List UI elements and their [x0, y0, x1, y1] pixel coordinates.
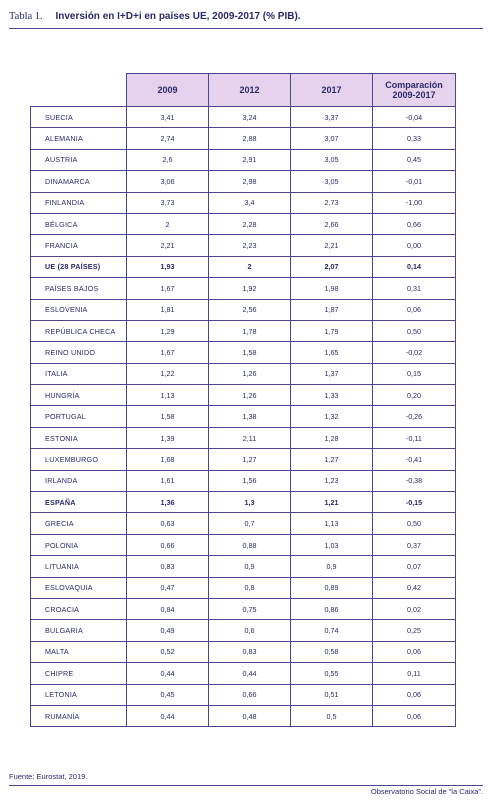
- table-row: [31, 684, 456, 705]
- table-row: [31, 235, 456, 256]
- cell-country: SUECIA: [31, 107, 127, 128]
- cell-2009: 0,66: [127, 534, 209, 555]
- column-header-2012: 2012: [209, 74, 291, 107]
- cell-2009: 0,83: [127, 556, 209, 577]
- cell-comparison: 0,33: [373, 128, 456, 149]
- table-row: [31, 620, 456, 641]
- cell-country: LETONIA: [31, 684, 127, 705]
- cell-2012: 1,27: [209, 449, 291, 470]
- cell-2009: 1,13: [127, 385, 209, 406]
- table-row: [31, 406, 456, 427]
- cell-country: ESPAÑA: [31, 492, 127, 513]
- cell-comparison: 0,11: [373, 663, 456, 684]
- cell-country: AUSTRIA: [31, 149, 127, 170]
- table-row: [31, 278, 456, 299]
- cell-2009: 0,45: [127, 684, 209, 705]
- table-label: Tabla 1.: [9, 11, 43, 22]
- cell-country: REPÚBLICA CHECA: [31, 320, 127, 341]
- table-row: [31, 427, 456, 448]
- cell-comparison: -0,02: [373, 342, 456, 363]
- cell-comparison: 0,02: [373, 598, 456, 619]
- cell-2009: 2,21: [127, 235, 209, 256]
- cell-comparison: 0,25: [373, 620, 456, 641]
- cell-2017: 3,05: [291, 171, 373, 192]
- cell-2009: 3,41: [127, 107, 209, 128]
- cell-comparison: -0,41: [373, 449, 456, 470]
- cell-2012: 0,75: [209, 598, 291, 619]
- cell-comparison: 0,06: [373, 684, 456, 705]
- cell-2017: 1,23: [291, 470, 373, 491]
- table-row: [31, 556, 456, 577]
- cell-2009: 1,67: [127, 278, 209, 299]
- cell-2012: 0,7: [209, 513, 291, 534]
- cell-2017: 3,07: [291, 128, 373, 149]
- cell-2017: 0,89: [291, 577, 373, 598]
- cell-2009: 1,93: [127, 256, 209, 277]
- table-row: [31, 385, 456, 406]
- cell-country: FINLANDIA: [31, 192, 127, 213]
- cell-country: ESTONIA: [31, 427, 127, 448]
- column-header-blank: [31, 74, 127, 107]
- table-body: [31, 107, 456, 727]
- top-divider: [9, 28, 483, 29]
- cell-2009: 1,36: [127, 492, 209, 513]
- cell-comparison: -0,15: [373, 492, 456, 513]
- cell-2012: 0,44: [209, 663, 291, 684]
- table-row: [31, 577, 456, 598]
- cell-country: IRLANDA: [31, 470, 127, 491]
- table-row: [31, 449, 456, 470]
- cell-comparison: 0,37: [373, 534, 456, 555]
- table-row: [31, 213, 456, 234]
- cell-2017: 0,58: [291, 641, 373, 662]
- cell-2009: 2,74: [127, 128, 209, 149]
- cell-2017: 1,03: [291, 534, 373, 555]
- cell-2012: 2,28: [209, 213, 291, 234]
- cell-2017: 2,21: [291, 235, 373, 256]
- bottom-divider: [9, 785, 483, 786]
- table-row: [31, 107, 456, 128]
- table-row: [31, 192, 456, 213]
- publisher-credit: Observatorio Social de “la Caixa”.: [370, 787, 483, 796]
- cell-2012: 1,56: [209, 470, 291, 491]
- cell-comparison: 0,50: [373, 513, 456, 534]
- table-row: [31, 470, 456, 491]
- cell-country: CROACIA: [31, 598, 127, 619]
- table-row: [31, 342, 456, 363]
- table-row: [31, 598, 456, 619]
- cell-2012: 1,26: [209, 363, 291, 384]
- cell-country: PORTUGAL: [31, 406, 127, 427]
- table-row: [31, 492, 456, 513]
- cell-2012: 0,6: [209, 620, 291, 641]
- cell-country: HUNGRÍA: [31, 385, 127, 406]
- cell-country: LITUANIA: [31, 556, 127, 577]
- cell-country: BULGARIA: [31, 620, 127, 641]
- cell-2017: 2,73: [291, 192, 373, 213]
- cell-2009: 1,58: [127, 406, 209, 427]
- cell-2009: 0,84: [127, 598, 209, 619]
- cell-comparison: -0,38: [373, 470, 456, 491]
- cell-2017: 3,37: [291, 107, 373, 128]
- cell-2012: 1,3: [209, 492, 291, 513]
- cell-2009: 0,63: [127, 513, 209, 534]
- cell-2012: 3,24: [209, 107, 291, 128]
- cell-2009: 0,47: [127, 577, 209, 598]
- cell-2009: 1,68: [127, 449, 209, 470]
- cell-2017: 1,32: [291, 406, 373, 427]
- cell-2017: 0,9: [291, 556, 373, 577]
- cell-comparison: 0,15: [373, 363, 456, 384]
- cell-comparison: 0,50: [373, 320, 456, 341]
- cell-2012: 0,88: [209, 534, 291, 555]
- cell-country: MALTA: [31, 641, 127, 662]
- cell-2012: 3,4: [209, 192, 291, 213]
- table-row: [31, 149, 456, 170]
- cell-2012: 1,92: [209, 278, 291, 299]
- cell-country: REINO UNIDO: [31, 342, 127, 363]
- table-title: Inversión en I+D+i en países UE, 2009-2017 (% PIB).: [55, 11, 301, 22]
- cell-comparison: -0,26: [373, 406, 456, 427]
- column-header-2009: 2009: [127, 74, 209, 107]
- cell-country: CHIPRE: [31, 663, 127, 684]
- cell-2017: 0,86: [291, 598, 373, 619]
- cell-2012: 2,23: [209, 235, 291, 256]
- table-header-row: [31, 74, 456, 107]
- source-note: Fuente: Eurostat, 2019.: [9, 772, 88, 781]
- cell-country: ESLOVENIA: [31, 299, 127, 320]
- cell-comparison: 0,31: [373, 278, 456, 299]
- cell-comparison: 0,00: [373, 235, 456, 256]
- cell-country: PAÍSES BAJOS: [31, 278, 127, 299]
- cell-comparison: 0,66: [373, 213, 456, 234]
- cell-2017: 2,66: [291, 213, 373, 234]
- column-header-comparison: [373, 74, 456, 107]
- cell-2009: 0,44: [127, 663, 209, 684]
- cell-2012: 0,83: [209, 641, 291, 662]
- cell-2012: 2: [209, 256, 291, 277]
- cell-2017: 1,87: [291, 299, 373, 320]
- table-row: [31, 513, 456, 534]
- cell-country: POLONIA: [31, 534, 127, 555]
- cell-comparison: 0,42: [373, 577, 456, 598]
- cell-2017: 1,27: [291, 449, 373, 470]
- table-row: [31, 705, 456, 726]
- cell-comparison: 0,14: [373, 256, 456, 277]
- cell-2012: 2,91: [209, 149, 291, 170]
- cell-comparison: -0,11: [373, 427, 456, 448]
- cell-2009: 1,61: [127, 470, 209, 491]
- cell-2017: 0,55: [291, 663, 373, 684]
- comparison-header-text: Comparación 2009-2017: [385, 80, 443, 100]
- cell-2017: 1,65: [291, 342, 373, 363]
- cell-2009: 1,39: [127, 427, 209, 448]
- cell-2009: 1,67: [127, 342, 209, 363]
- cell-country: UE (28 PAÍSES): [31, 256, 127, 277]
- cell-2012: 1,38: [209, 406, 291, 427]
- cell-2009: 1,29: [127, 320, 209, 341]
- cell-2009: 3,06: [127, 171, 209, 192]
- cell-2012: 1,78: [209, 320, 291, 341]
- cell-2017: 1,21: [291, 492, 373, 513]
- cell-2009: 0,44: [127, 705, 209, 726]
- cell-2009: 2,6: [127, 149, 209, 170]
- cell-comparison: 0,06: [373, 641, 456, 662]
- cell-2017: 3,05: [291, 149, 373, 170]
- cell-2017: 0,5: [291, 705, 373, 726]
- cell-2009: 0,52: [127, 641, 209, 662]
- table-row: [31, 363, 456, 384]
- cell-2017: 1,13: [291, 513, 373, 534]
- cell-country: BÉLGICA: [31, 213, 127, 234]
- cell-country: ESLOVAQUIA: [31, 577, 127, 598]
- cell-country: FRANCIA: [31, 235, 127, 256]
- cell-2017: 1,98: [291, 278, 373, 299]
- cell-country: ALEMANIA: [31, 128, 127, 149]
- cell-comparison: -0,04: [373, 107, 456, 128]
- cell-2009: 1,22: [127, 363, 209, 384]
- cell-2012: 0,48: [209, 705, 291, 726]
- table-row: [31, 534, 456, 555]
- table-caption: [9, 11, 301, 22]
- table-row: [31, 128, 456, 149]
- cell-comparison: 0,06: [373, 299, 456, 320]
- cell-2017: 0,51: [291, 684, 373, 705]
- cell-2012: 2,11: [209, 427, 291, 448]
- cell-2017: 0,74: [291, 620, 373, 641]
- table-row: [31, 663, 456, 684]
- cell-2009: 0,49: [127, 620, 209, 641]
- table-row: [31, 171, 456, 192]
- cell-2012: 2,88: [209, 128, 291, 149]
- cell-2009: 1,81: [127, 299, 209, 320]
- cell-comparison: -0,01: [373, 171, 456, 192]
- cell-2017: 1,37: [291, 363, 373, 384]
- cell-2017: 1,28: [291, 427, 373, 448]
- cell-2012: 1,58: [209, 342, 291, 363]
- cell-comparison: -1,00: [373, 192, 456, 213]
- table-row: [31, 320, 456, 341]
- cell-2017: 2,07: [291, 256, 373, 277]
- cell-2012: 2,56: [209, 299, 291, 320]
- table-row: [31, 299, 456, 320]
- table-row: [31, 256, 456, 277]
- cell-country: GRECIA: [31, 513, 127, 534]
- cell-2017: 1,79: [291, 320, 373, 341]
- cell-2012: 0,9: [209, 556, 291, 577]
- cell-2012: 2,98: [209, 171, 291, 192]
- cell-2012: 0,66: [209, 684, 291, 705]
- cell-2009: 3,73: [127, 192, 209, 213]
- cell-2012: 1,26: [209, 385, 291, 406]
- cell-2009: 2: [127, 213, 209, 234]
- cell-country: RUMANÍA: [31, 705, 127, 726]
- cell-country: DINAMARCA: [31, 171, 127, 192]
- cell-country: ITALIA: [31, 363, 127, 384]
- cell-comparison: 0,07: [373, 556, 456, 577]
- cell-comparison: 0,20: [373, 385, 456, 406]
- cell-comparison: 0,45: [373, 149, 456, 170]
- cell-comparison: 0,06: [373, 705, 456, 726]
- cell-country: LUXEMBURGO: [31, 449, 127, 470]
- cell-2017: 1,33: [291, 385, 373, 406]
- column-header-2017: 2017: [291, 74, 373, 107]
- data-table: [30, 73, 456, 727]
- table-row: [31, 641, 456, 662]
- cell-2012: 0,8: [209, 577, 291, 598]
